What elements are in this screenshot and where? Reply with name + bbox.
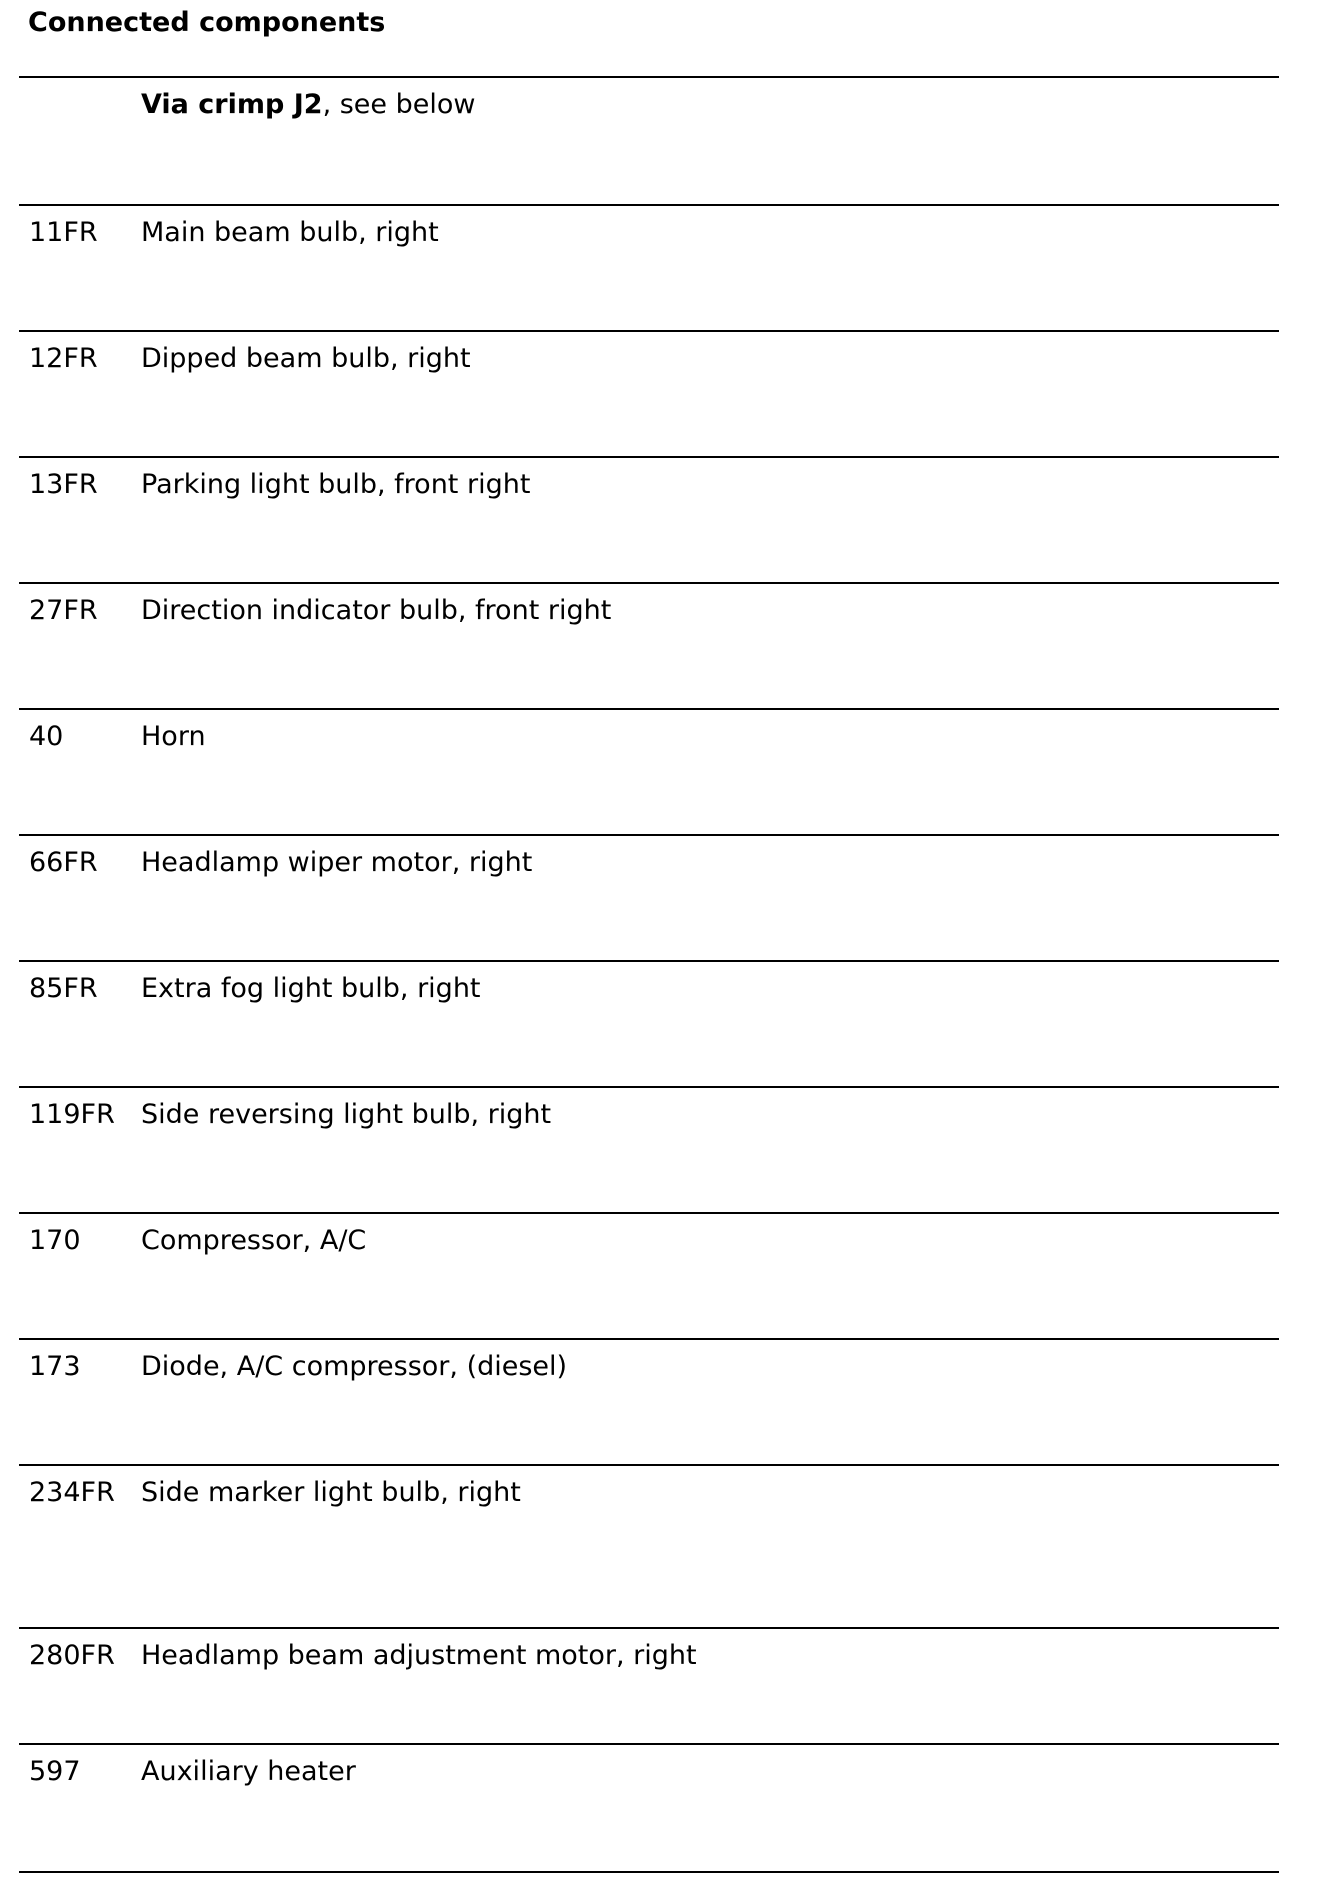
component-description: Side marker light bulb, right	[141, 1477, 521, 1508]
component-description: Direction indicator bulb, front right	[141, 595, 612, 626]
table-row	[19, 1340, 1279, 1466]
table-row	[19, 584, 1279, 710]
components-table	[19, 76, 1279, 1873]
table-row	[19, 78, 1279, 206]
component-id: 119FR	[29, 1099, 115, 1130]
component-description: Headlamp beam adjustment motor, right	[141, 1640, 697, 1671]
component-description: Horn	[141, 721, 206, 752]
component-description: Compressor, A/C	[141, 1225, 367, 1256]
table-row	[19, 1214, 1279, 1340]
table-row	[19, 458, 1279, 584]
component-description: Dipped beam bulb, right	[141, 343, 471, 374]
component-id: 173	[29, 1351, 81, 1382]
table-row	[19, 710, 1279, 836]
table-row	[19, 836, 1279, 962]
component-description: Extra fog light bulb, right	[141, 973, 481, 1004]
component-id: 234FR	[29, 1477, 115, 1508]
component-id: 280FR	[29, 1640, 115, 1671]
component-id: 13FR	[29, 469, 98, 500]
crimp-reference: Via crimp J2	[141, 89, 323, 120]
component-description: Main beam bulb, right	[141, 217, 439, 248]
component-id: 66FR	[29, 847, 98, 878]
component-description: Diode, A/C compressor, (diesel)	[141, 1351, 568, 1382]
table-row	[19, 1466, 1279, 1629]
component-id: 597	[29, 1756, 81, 1787]
component-id: 40	[29, 721, 64, 752]
component-id: 27FR	[29, 595, 98, 626]
table-row	[19, 962, 1279, 1088]
component-description: Auxiliary heater	[141, 1756, 356, 1787]
component-id: 12FR	[29, 343, 98, 374]
component-description: Headlamp wiper motor, right	[141, 847, 533, 878]
table-row	[19, 1745, 1279, 1873]
component-id: 170	[29, 1225, 81, 1256]
table-row	[19, 206, 1279, 332]
table-row	[19, 1629, 1279, 1745]
component-id: 11FR	[29, 217, 98, 248]
component-id: 85FR	[29, 973, 98, 1004]
component-description: Parking light bulb, front right	[141, 469, 531, 500]
page-title: Connected components	[28, 7, 386, 38]
crimp-note: , see below	[322, 89, 476, 120]
component-description	[141, 88, 475, 122]
table-row	[19, 1088, 1279, 1214]
table-row	[19, 332, 1279, 458]
component-description: Side reversing light bulb, right	[141, 1099, 552, 1130]
